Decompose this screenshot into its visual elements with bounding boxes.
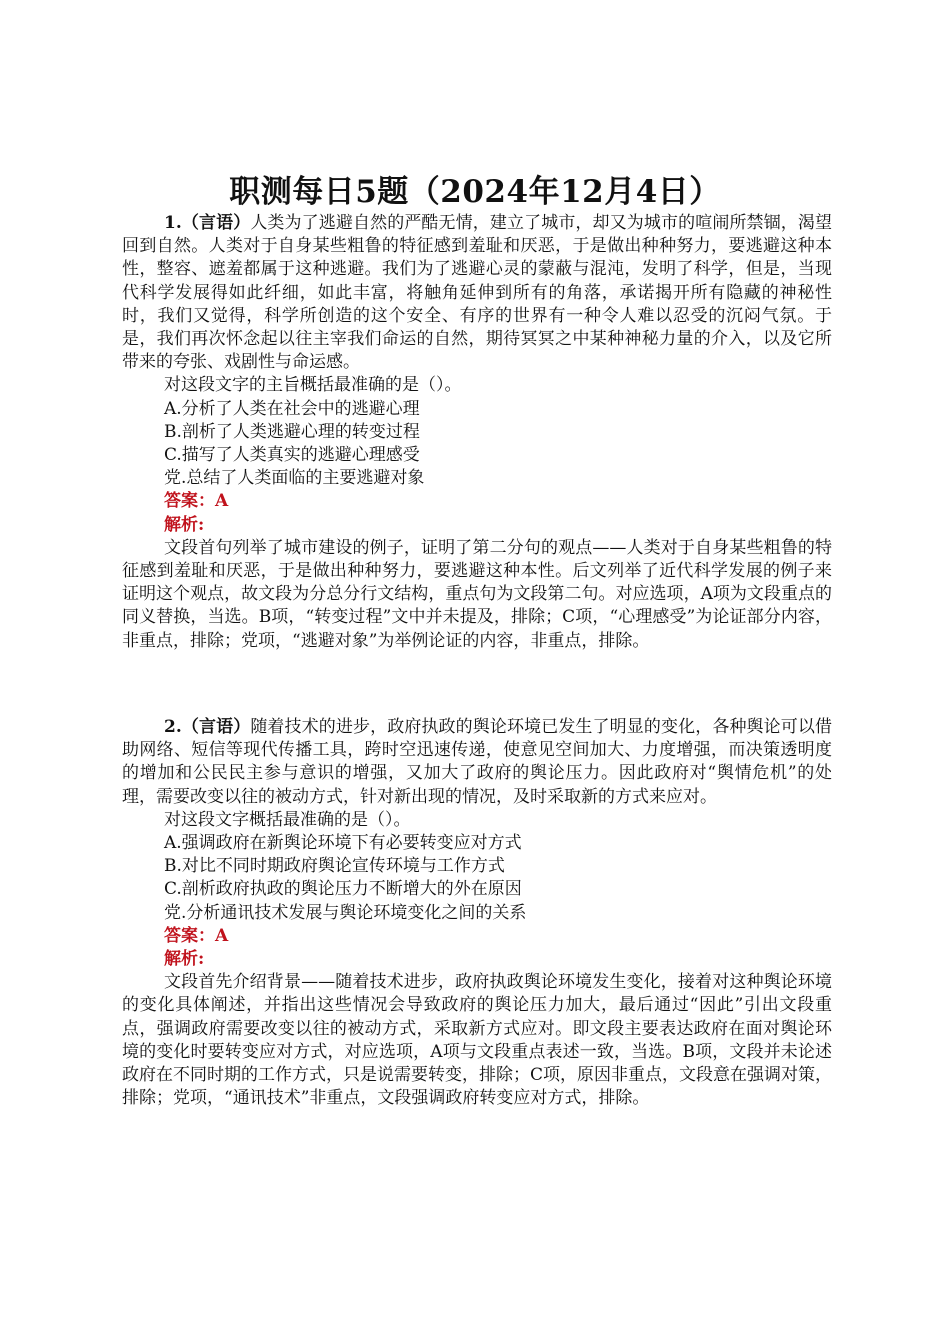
question-number: 2.（言语） [164, 717, 251, 737]
question-stem: 对这段文字概括最准确的是（）。 [164, 809, 411, 830]
question-2 [122, 716, 832, 1110]
answer-label: 答案：A [164, 925, 229, 946]
question-passage: 1.（言语）人类为了逃避自然的严酷无情，建立了城市，却又为城市的喧闹所禁锢，渴望回到自然。人类对于自身某些粗鲁的特征感到羞耻和厌恶，于是做出种种努力，要逃避这种本性，整容、遮羞都属于这种逃避。我们为了逃避心灵的蒙蔽与混沌，发明了科学，但是，当现代科学发展得如此纤细，如此丰富，将触角延伸到所有的角落，承诺揭开所有隐藏的神秘性时，我们又觉得，科学所创造的这个安全、有序的世界有一种令人难以忍受的沉闷气氛。于是，我们再次怀念起以往主宰我们命运的自然，期待冥冥之中某种神秘力量的介入，以及它所带来的夸张、戏剧性与命运感。 [122, 213, 833, 373]
analysis-text: 文段首先介绍背景——随着技术进步，政府执政舆论环境发生变化，接着对这种舆论环境的变化具体阐述，并指出这些情况会导致政府的舆论压力加大，最后通过“因此”引出文段重点，强调政府需要改变以往的被动方式，采取新方式应对。即文段主要表达政府在面对舆论环境的变化时要转变应对方式，对应选项，A项与文段重点表述一致，当选。B项，文段并未论述政府在不同时期的工作方式，只是说需要转变，排除；C项，原因非重点，文段意在强调对策，排除；党项，“通讯技术”非重点，文段强调政府转变应对方式，排除。 [122, 972, 833, 1109]
question-1 [122, 212, 832, 653]
option-c: C.描写了人类真实的逃避心理感受 [164, 445, 420, 466]
option-a: A.分析了人类在社会中的逃避心理 [164, 398, 420, 419]
option-a: A.强调政府在新舆论环境下有必要转变应对方式 [164, 833, 522, 854]
option-b: B.剖析了人类逃避心理的转变过程 [164, 421, 420, 442]
analysis-label: 解析: [164, 514, 205, 535]
question-number: 1.（言语） [164, 213, 251, 233]
option-b: B.对比不同时期政府舆论宣传环境与工作方式 [164, 856, 505, 877]
page-title: 职测每日5题（2024年12月4日） [229, 174, 721, 210]
analysis-label: 解析: [164, 949, 205, 970]
answer-label: 答案：A [164, 491, 229, 512]
analysis-text: 文段首句列举了城市建设的例子，证明了第二分句的观点——人类对于自身某些粗鲁的特征感到羞耻和厌恶，于是做出种种努力，要逃避这种本性。后文列举了近代科学发展的例子来证明这个观点，故文段为分总分行文结构，重点句为文段第二句。对应选项，A项为文段重点的同义替换，当选。B项，“转变过程”文中并未提及，排除；C项，“心理感受”为论证部分内容，非重点，排除；党项，“逃避对象”为举例论证的内容，非重点，排除。 [122, 537, 832, 651]
question-passage: 2.（言语）随着技术的进步，政府执政的舆论环境已发生了明显的变化，各种舆论可以借助网络、短信等现代传播工具，跨时空迅速传递，使意见空间加大、力度增强，而决策透明度的增加和公民民主参与意识的增强，又加大了政府的舆论压力。因此政府对“舆情危机”的处理，需要改变以往的被动方式，针对新出现的情况，及时采取新的方式来应对。 [122, 717, 833, 807]
option-c: C.剖析政府执政的舆论压力不断增大的外在原因 [164, 879, 522, 900]
option-d: 党.总结了人类面临的主要逃避对象 [164, 468, 425, 489]
option-d: 党.分析通讯技术发展与舆论环境变化之间的关系 [164, 902, 527, 923]
question-stem: 对这段文字的主旨概括最准确的是（）。 [164, 375, 462, 396]
